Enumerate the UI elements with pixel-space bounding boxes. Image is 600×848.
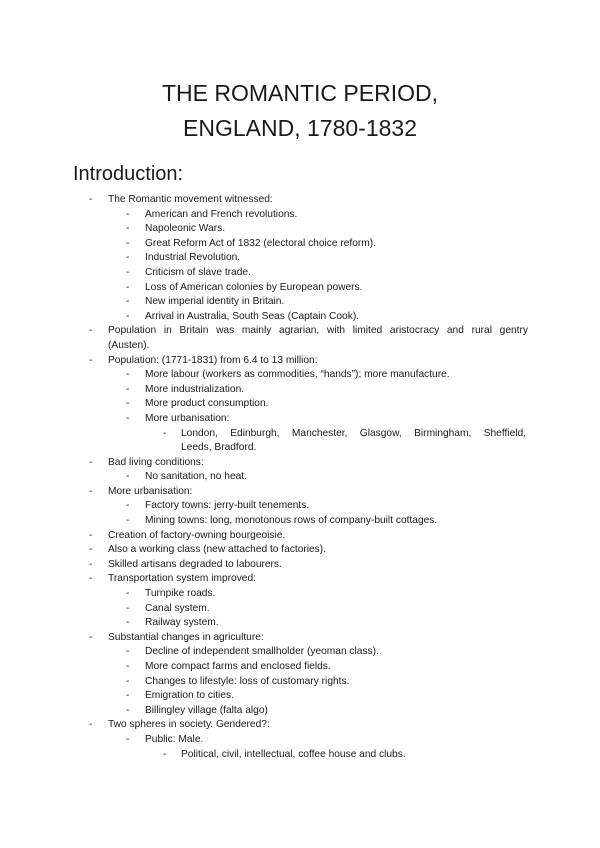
bullet-dash: -: [163, 748, 167, 760]
bullet-dash: -: [89, 456, 93, 468]
title-line-2: ENGLAND, 1780-1832: [183, 115, 417, 141]
list-item-text: More industrialization.: [145, 383, 245, 395]
list-item: [0, 529, 600, 544]
list-item-text: Substantial changes in agriculture:: [108, 631, 264, 643]
list-item-text: Billingley village (falta algo): [145, 704, 268, 716]
list-item-text: The Romantic movement witnessed:: [108, 194, 273, 205]
list-item-text: American and French revolutions.: [145, 208, 298, 220]
list-item-text: Population in Britain was mainly agrarian, with limited aristocracy and rural gentry: [108, 325, 528, 337]
document-title: [0, 76, 600, 146]
bullet-dash: -: [126, 675, 130, 687]
list-item: [0, 587, 600, 602]
list-item-text: Criticism of slave trade.: [145, 266, 251, 278]
list-item-text: Transportation system improved:: [108, 573, 256, 585]
list-item: [0, 733, 600, 748]
list-item-text: Napoleonic Wars.: [145, 223, 226, 235]
bullet-dash: -: [126, 704, 130, 716]
bullet-dash: -: [126, 237, 130, 249]
list-item: [0, 324, 600, 339]
list-item: [0, 514, 600, 529]
bullet-dash: -: [126, 588, 130, 600]
list-item-text: Changes to lifestyle: loss of customary rights.: [145, 675, 350, 687]
list-item: [0, 470, 600, 485]
list-item: [0, 718, 600, 733]
list-item: [0, 412, 600, 427]
bullet-dash: -: [126, 617, 130, 629]
list-item: [0, 397, 600, 412]
list-item-text: More compact farms and enclosed fields.: [145, 661, 331, 672]
list-item: [0, 499, 600, 514]
list-item-text: More urbanisation:: [145, 412, 230, 424]
bullet-dash: -: [126, 515, 130, 527]
list-item-text: Decline of independent smallholder (yeoman class).: [145, 646, 379, 658]
list-item-text: New imperial identity in Britain.: [145, 296, 285, 308]
bullet-dash: -: [89, 325, 93, 337]
bullet-dash: -: [89, 485, 93, 497]
list-item-text: Creation of factory-owning bourgeoisie.: [108, 529, 286, 541]
list-item: [0, 295, 600, 310]
list-item-text: Factory towns: jerry-built tenements.: [145, 500, 310, 512]
list-item-text: Canal system.: [145, 602, 210, 614]
bullet-dash: -: [126, 733, 130, 745]
bullet-dash: -: [89, 631, 93, 643]
bullet-dash: -: [89, 529, 93, 541]
list-item-text: Public: Male.: [145, 733, 204, 745]
bullet-dash: -: [126, 646, 130, 658]
bullet-dash: -: [126, 252, 130, 264]
list-item-text: Population: (1771-1831) from 6.4 to 13 million:: [108, 354, 318, 366]
list-item: [0, 237, 600, 252]
list-item: [0, 441, 600, 456]
list-item: [0, 208, 600, 223]
list-item-text: Railway system.: [145, 617, 219, 629]
list-item-text: More labour (workers as commodities, “hands”); more manufacture.: [145, 369, 450, 381]
section-heading: Introduction:: [73, 163, 184, 185]
bullet-dash: -: [126, 266, 130, 278]
list-item: [0, 456, 600, 471]
list-item: [0, 645, 600, 660]
bullet-dash: -: [89, 719, 93, 731]
bullet-dash: -: [126, 208, 130, 220]
list-item: [0, 222, 600, 237]
list-item: [0, 660, 600, 675]
bullet-dash: -: [126, 281, 130, 293]
list-item: [0, 354, 600, 369]
list-item: [0, 266, 600, 281]
list-item-text: Industrial Revolution.: [145, 252, 241, 264]
bullet-dash: -: [126, 223, 130, 235]
list-item-text: Political, civil, intellectual, coffee house and clubs.: [181, 748, 406, 760]
bullet-dash: -: [126, 296, 130, 308]
bullet-dash: -: [126, 310, 130, 322]
list-item: [0, 675, 600, 690]
bullet-dash: -: [126, 500, 130, 512]
bullet-dash: -: [89, 544, 93, 556]
list-item: [0, 281, 600, 296]
list-item: [0, 543, 600, 558]
list-item-text: Emigration to cities.: [145, 690, 234, 702]
list-item-text: No sanitation, no heat.: [145, 471, 247, 483]
list-item: [0, 572, 600, 587]
bullet-dash: -: [89, 354, 93, 366]
list-item: [0, 616, 600, 631]
list-item-text: Leeds, Bradford.: [181, 442, 257, 454]
bullet-dash: -: [126, 690, 130, 702]
bullet-dash: -: [126, 398, 130, 410]
bullet-dash: -: [126, 602, 130, 614]
list-item: [0, 704, 600, 719]
list-item: [0, 193, 600, 208]
list-item-text: Great Reform Act of 1832 (electoral choice reform).: [145, 237, 377, 249]
list-item-text: (Austen).: [108, 339, 150, 351]
list-item-text: Also a working class (new attached to factories).: [108, 544, 326, 556]
list-item-text: Turnpike roads.: [145, 588, 216, 600]
list-item-text: London, Edinburgh, Manchester, Glasgow, Birmingham, Sheffield,: [181, 427, 526, 439]
bullet-dash: -: [163, 427, 167, 439]
list-item: [0, 689, 600, 704]
list-item-text: More product consumption.: [145, 398, 269, 410]
bullet-dash: -: [89, 558, 93, 570]
title-line-1: THE ROMANTIC PERIOD,: [161, 80, 438, 106]
list-item: [0, 310, 600, 325]
bullet-dash: -: [126, 383, 130, 395]
list-item: [0, 368, 600, 383]
list-item-text: Arrival in Australia, South Seas (Captain Cook).: [145, 310, 360, 322]
list-item-text: More urbanisation:: [108, 485, 193, 497]
list-item: [0, 383, 600, 398]
list-item-text: Mining towns: long, monotonous rows of company-built cottages.: [145, 515, 438, 527]
bullet-dash: -: [126, 369, 130, 381]
list-item-text: Two spheres in society. Gendered?:: [108, 719, 270, 731]
list-item-text: Bad living conditions:: [108, 456, 204, 468]
list-item: [0, 748, 600, 763]
bullet-dash: -: [126, 471, 130, 483]
list-item: [0, 558, 600, 573]
list-item: [0, 485, 600, 500]
bullet-dash: -: [89, 573, 93, 585]
bullet-dash: -: [126, 661, 130, 672]
list-item: [0, 339, 600, 354]
list-item: [0, 251, 600, 266]
bullet-dash: -: [126, 412, 130, 424]
list-item-text: Skilled artisans degraded to labourers.: [108, 558, 282, 570]
list-item: [0, 631, 600, 646]
bullet-dash: -: [89, 194, 93, 205]
bullet-outline: [0, 193, 600, 762]
list-item: [0, 427, 600, 442]
list-item: [0, 602, 600, 617]
list-item-text: Loss of American colonies by European powers.: [145, 281, 363, 293]
